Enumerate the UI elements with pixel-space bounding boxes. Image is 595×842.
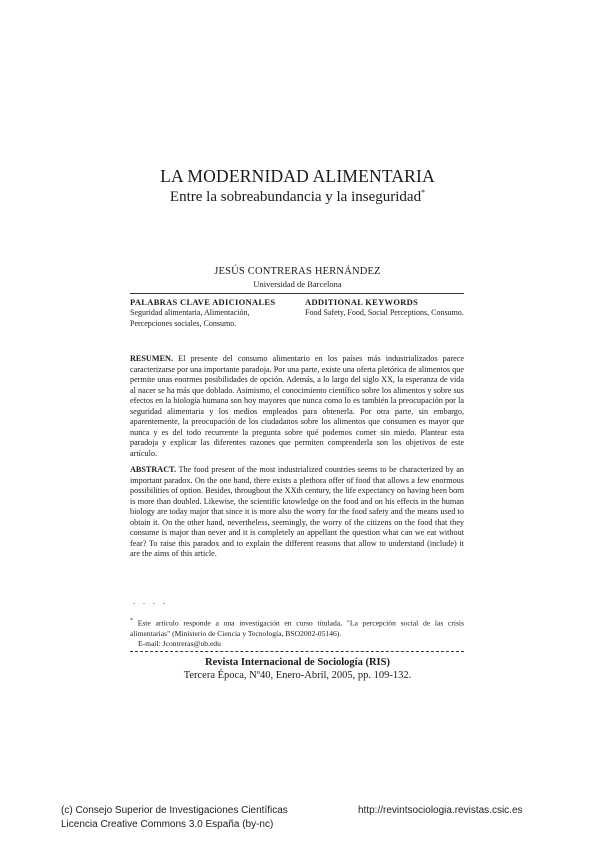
keywords-en-heading: ADDITIONAL KEYWORDS (305, 297, 419, 307)
subtitle-text: Entre la sobreabundancia y la inseguridad (169, 189, 422, 205)
article-title: LA MODERNIDAD ALIMENTARIA (160, 166, 435, 186)
article-subtitle (0, 188, 595, 206)
author-name: JESÚS CONTRERAS HERNÁNDEZ (214, 266, 381, 277)
journal-citation: Tercera Época, Nº40, Enero-Abril, 2005, pp. 109-132. (183, 670, 412, 681)
footnote (130, 616, 464, 649)
keywords-es-text: Seguridad alimentaria, Alimentación, Percepciones sociales, Consumo. (130, 308, 250, 328)
journal-url-link[interactable]: http://revintsociologia.revistas.csic.es (358, 805, 523, 816)
resumen-label: RESUMEN. (130, 354, 173, 363)
resumen-text: El presente del consumo alimentario en los países más industrializados parece caracterizarse por una importante paradoja. Por una parte, existe una oferta pletórica de alimentos que permite unas enormes posibilidades de opción. Además, a lo largo del siglo XX, la esperanza de vida al nacer se ha más que doblado. Asimismo, el conocimiento científico sobre los alimentos y sobre sus efectos en la biología humana son hoy mayores que nunca como lo es también la preocupación por la seguridad alimentaria y los medios empleados para obtenerla. Por otra parte, sin embargo, aparentemente, la preocupación de los ciudadanos sobre los alimentos que consumen es mayor que nunca y es del todo recurrente la pregunta sobre qué podemos comer sin miedo. Plantear esta paradoja y explicar las diferentes razones que permiten comprenderla son los objetivos de este artículo. (130, 354, 464, 458)
keywords-en-text: Food Safety, Food, Social Perceptions, Consumo. (305, 308, 464, 317)
footnote-mark: * (130, 618, 133, 624)
abstract-text: The food present of the most industrialized countries seems to be characterized by an important paradox. On the one hand, there exists a plethora offer of food that allows a few enormous possibilities of option. Besides, throughout the XXth century, the life expectancy on having been born is more than doubled. Likewise, the scientific knowledge on the food and on his effects in the human biology are today major that since it is more also the worry for the food safety and the means used to obtain it. On the other hand, nevertheless, seemingly, the worry of the citizens on the food that they consume is major than never and it is completely an appellant the question what can we eat without fear? To raise this paradox and to explain the different reasons that allow to understand (include) it are the aims of this article. (130, 465, 464, 559)
resumen-paragraph (130, 354, 464, 459)
journal-name: Revista Internacional de Sociología (RIS) (205, 657, 390, 668)
footnote-separator: . . . . (133, 597, 168, 606)
bottom-divider (130, 651, 464, 652)
license-notice: Licencia Creative Commons 3.0 España (by-nc) (61, 819, 274, 830)
top-divider (130, 293, 464, 294)
footnote-text: Este artículo responde a una investigación en curso titulada, "La percepción social de las crisis alimentarias" (Ministerio de Ciencia y Tecnología, BSO2002-05146). (130, 618, 464, 638)
abstract-paragraph (130, 465, 464, 560)
keywords-es-heading: PALABRAS CLAVE ADICIONALES (130, 297, 276, 307)
subtitle-footnote-mark: * (421, 188, 426, 197)
author-email: E-mail: Jcontreras@ub.edu (138, 638, 221, 648)
author-affiliation: Universidad de Barcelona (253, 279, 342, 289)
abstract-label: ABSTRACT. (130, 465, 177, 474)
copyright-notice: (c) Consejo Superior de Investigaciones Científicas (61, 805, 288, 816)
